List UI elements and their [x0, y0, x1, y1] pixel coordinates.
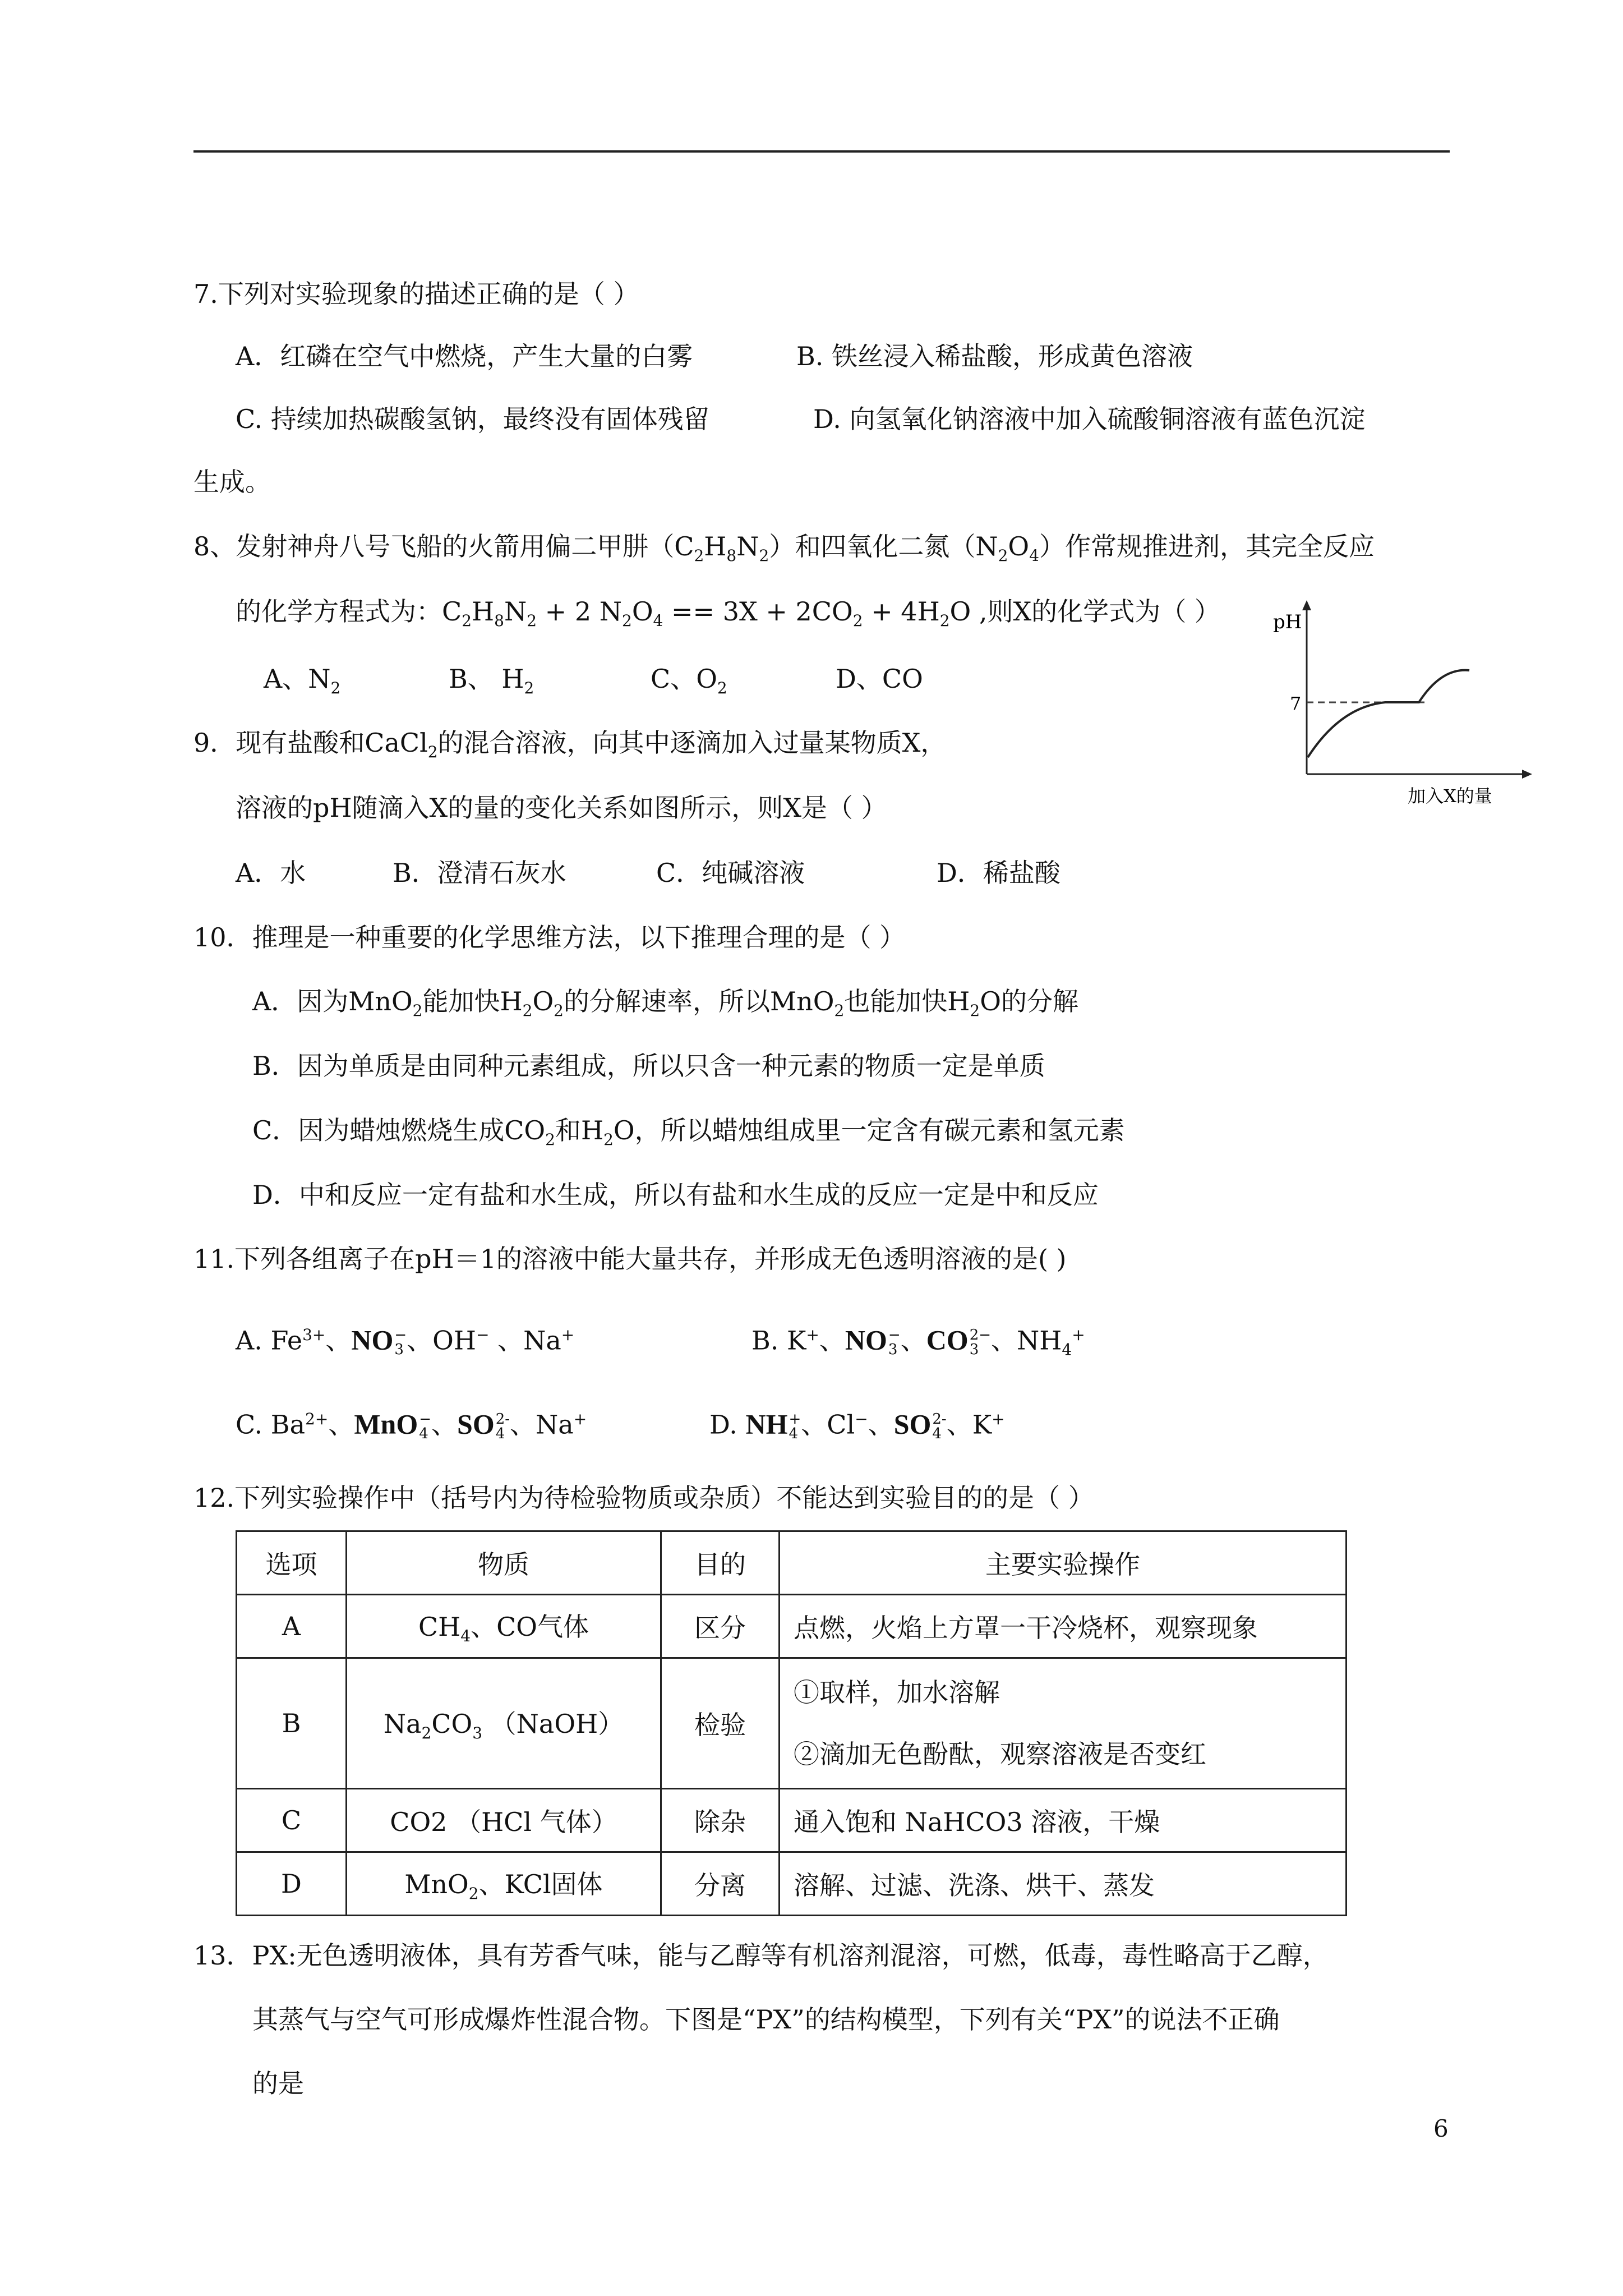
q8-stem: 8、发射神舟八号飞船的火箭用偏二甲肼$(C_2H_8N_2)$和四氧化二氮$(N_2O_4)$作常规推进剂，其完全反应 — [193, 531, 1375, 565]
q11-option-b: B. K+、NO − 3 、CO 2− 3 、$NH_4^+$ — [751, 1324, 1085, 1359]
q8-option-c: C、$O_2$ — [651, 664, 727, 698]
row-d-substance: MnO$_2$、KCl固体 — [347, 1852, 661, 1916]
row-c-operation: 通入饱和 NaHCO3 溶液，干燥 — [780, 1789, 1347, 1852]
q8-equation: 的化学方程式为：$C_2H_8N_2 + 2$ $N_2O_4 == 3X + 2CO_2 + 4H_2O$ ,则X的化学式为（ ） — [236, 596, 1220, 631]
q12-table — [236, 1530, 1347, 1916]
row-a-operation: 点燃，火焰上方罩一干冷烧杯，观察现象 — [780, 1595, 1347, 1658]
table-row — [237, 1658, 1347, 1789]
q13-line-2: 其蒸气与空气可形成爆炸性混合物。下图是“PX”的结构模型，下列有关“PX”的说法不正确 — [252, 2004, 1280, 2035]
ph-graph-x-label: 加入X的量 — [1408, 785, 1492, 807]
table-row — [237, 1789, 1347, 1852]
q10-option-a: A．因为MnO$_2$能加快$H_2O_2$的分解速率，所以MnO$_2$也能加快$H_2O$的分解 — [252, 986, 1078, 1020]
q7-option-d: D. 向氢氧化钠溶液中加入硫酸铜溶液有蓝色沉淀 — [813, 404, 1366, 434]
ph-graph-tick-7: 7 — [1290, 693, 1302, 714]
q7-option-b: B. 铁丝浸入稀盐酸，形成黄色溶液 — [796, 341, 1193, 371]
page-number: 6 — [1433, 2115, 1449, 2142]
q13-line-1: 13．PX:无色透明液体，具有芳香气味，能与乙醇等有机溶剂混溶，可燃，低毒，毒性略高于乙醇， — [193, 1940, 1329, 1971]
q7-option-d-continued: 生成。 — [193, 467, 271, 497]
row-a-goal: 区分 — [661, 1595, 780, 1658]
row-b-option: B — [237, 1658, 347, 1789]
q9-stem: 9．现有盐酸和CaCl$_2$的混合溶液，向其中逐滴加入过量某物质X， — [193, 728, 947, 762]
row-c-option: C — [237, 1789, 347, 1852]
header-goal: 目的 — [661, 1531, 780, 1595]
q12-stem: 12.下列实验操作中（括号内为待检验物质或杂质）不能达到实验目的的是（ ） — [193, 1483, 1094, 1513]
q11-option-c: C. $Ba^{2+}$、MnO − 4 、SO 2- 4 、Na+ — [236, 1408, 587, 1443]
q10-option-b: B．因为单质是由同种元素组成，所以只含一种元素的物质一定是单质 — [252, 1051, 1045, 1081]
row-d-operation: 溶解、过滤、洗涤、烘干、蒸发 — [780, 1852, 1347, 1916]
q9-option-b: B．澄清石灰水 — [393, 858, 566, 888]
row-a-substance: $CH_4$、CO气体 — [347, 1595, 661, 1658]
table-header-row — [237, 1531, 1347, 1595]
q9-option-a: A．水 — [236, 858, 306, 888]
q11-stem: 11.下列各组离子在pH＝1的溶液中能大量共存，并形成无色透明溶液的是( ) — [193, 1244, 1067, 1274]
q10-option-d: D．中和反应一定有盐和水生成，所以有盐和水生成的反应一定是中和反应 — [252, 1180, 1099, 1210]
ph-graph-y-label: pH — [1273, 611, 1302, 633]
header-substance: 物质 — [347, 1531, 661, 1595]
q11-option-a: A. $Fe^{3+}$、NO − 3 、OH− 、Na+ — [236, 1324, 575, 1359]
row-d-option: D — [237, 1852, 347, 1916]
q9-stem-2: 溶液的pH随滴入X的量的变化关系如图所示，则X是（ ） — [236, 793, 887, 823]
row-c-substance: CO2 （HCl 气体） — [347, 1789, 661, 1852]
q9-option-d: D．稀盐酸 — [937, 858, 1061, 888]
q7-option-a: A．红磷在空气中燃烧，产生大量的白雾 — [236, 341, 693, 371]
q7-stem: 7.下列对实验现象的描述正确的是（ ） — [193, 279, 639, 309]
row-c-goal: 除杂 — [661, 1789, 780, 1852]
q9-option-c: C．纯碱溶液 — [656, 858, 805, 888]
header-operation: 主要实验操作 — [780, 1531, 1347, 1595]
header-rule — [193, 150, 1450, 153]
q8-option-a: A、$N_2$ — [264, 664, 341, 698]
row-b-goal: 检验 — [661, 1658, 780, 1789]
row-d-goal: 分离 — [661, 1852, 780, 1916]
q7-option-c: C. 持续加热碳酸氢钠，最终没有固体残留 — [236, 404, 709, 434]
q10-option-c: C．因为蜡烛燃烧生成$CO_2$和$H_2O$，所以蜡烛组成里一定含有碳元素和氢元素 — [252, 1115, 1125, 1149]
q8-option-d: D、CO — [836, 664, 923, 694]
q13-line-3: 的是 — [252, 2068, 304, 2099]
table-row — [237, 1852, 1347, 1916]
ph-graph — [1256, 595, 1537, 808]
row-b-substance: $Na_2CO_3$ （NaOH） — [347, 1658, 661, 1789]
q8-option-b: B、 $H_2$ — [449, 664, 534, 698]
header-option: 选项 — [237, 1531, 347, 1595]
q10-stem: 10．推理是一种重要的化学思维方法，以下推理合理的是（ ） — [193, 922, 906, 953]
row-a-option: A — [237, 1595, 347, 1658]
q11-option-d: D. NH + 4 、Cl−、SO 2- 4 、K+ — [709, 1408, 1005, 1443]
table-row — [237, 1595, 1347, 1658]
row-b-operation: ①取样，加水溶解 ②滴加无色酚酞，观察溶液是否变红 — [780, 1658, 1347, 1789]
